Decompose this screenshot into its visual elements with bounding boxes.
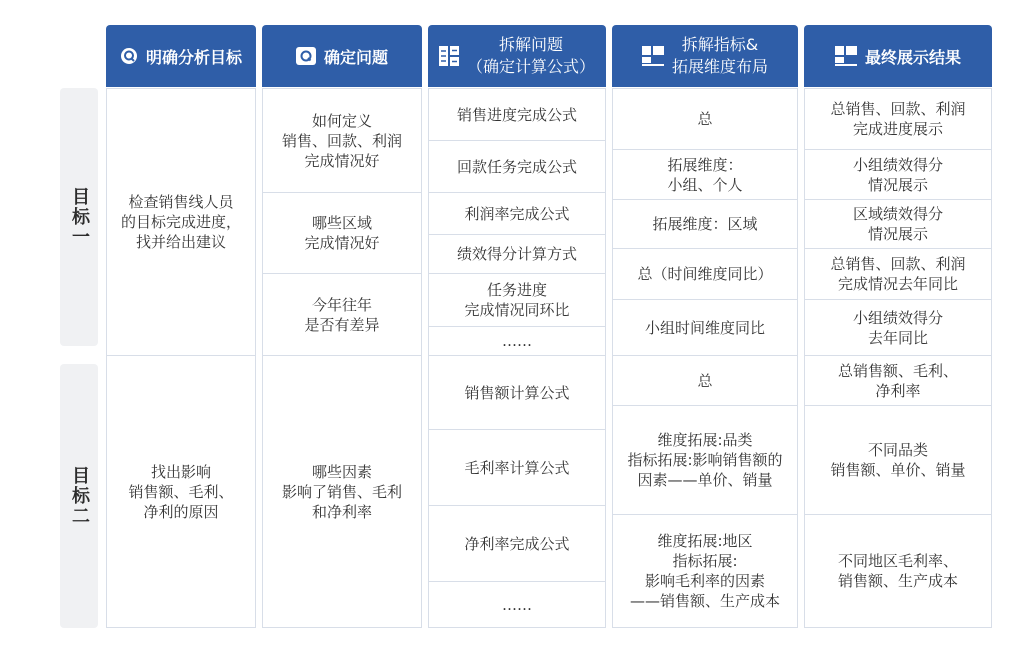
metric-total-yoy: 总（时间维度同比） bbox=[637, 265, 773, 283]
goal-1-question-1: 如何定义 销售、回款、利润 完成情况好 bbox=[281, 111, 402, 170]
formula-sales-progress: 销售进度完成公式 bbox=[456, 105, 577, 124]
metric-region: 拓展维度：区域 bbox=[652, 215, 758, 233]
formula-gross-margin: 毛利率计算公式 bbox=[464, 458, 570, 477]
target-search-icon bbox=[120, 47, 138, 65]
formula-sales-amount: 销售额计算公式 bbox=[464, 383, 570, 402]
formula-net-margin: 净利率完成公式 bbox=[464, 534, 570, 553]
metric-group-yoy: 小组时间维度同比 bbox=[644, 318, 765, 337]
column-metrics-dimensions bbox=[612, 88, 798, 628]
formula-icon bbox=[439, 46, 459, 66]
goal-1-target: 检查销售线人员 的目标完成进度， 找并给出建议 bbox=[120, 193, 241, 251]
metric-region-cost: 维度拓展:地区 指标拓展: 影响毛利率的因素 ——销售额、生产成本 bbox=[629, 532, 780, 610]
result-group-score: 小组绩效得分 情况展示 bbox=[852, 155, 943, 194]
goal-1-question-3: 今年往年 是否有差异 bbox=[304, 295, 380, 334]
column-final-results bbox=[804, 88, 992, 628]
formula-task-progress-yoy: 任务进度 完成情况同环比 bbox=[464, 281, 570, 319]
chart-layout-icon bbox=[835, 46, 857, 66]
result-region-score: 区域绩效得分 情况展示 bbox=[852, 205, 943, 243]
metric-goal2-total: 总 bbox=[697, 371, 713, 390]
metric-category: 维度拓展:品类 指标拓展:影响销售额的 因素——单价、销量 bbox=[627, 431, 783, 489]
header-define-question: 确定问题 bbox=[262, 25, 422, 87]
result-total-progress: 总销售、回款、利润 完成进度展示 bbox=[830, 100, 966, 138]
formula-profit-rate: 利润率完成公式 bbox=[464, 204, 570, 223]
formula-more-1: …… bbox=[502, 332, 532, 350]
formula-more-2: …… bbox=[502, 595, 532, 614]
result-by-category: 不同品类 销售额、单价、销量 bbox=[830, 441, 966, 479]
formula-collection-task: 回款任务完成公式 bbox=[456, 157, 577, 176]
result-total-yoy: 总销售、回款、利润 完成情况去年同比 bbox=[830, 255, 966, 293]
result-group-yoy: 小组绩效得分 去年同比 bbox=[852, 308, 943, 347]
goal-1-question-2: 哪些区域 完成情况好 bbox=[304, 214, 380, 252]
goal-2-question: 哪些因素 影响了销售、毛利 和净利率 bbox=[281, 462, 402, 521]
formula-performance-score: 绩效得分计算方式 bbox=[456, 245, 577, 263]
question-icon bbox=[296, 47, 316, 65]
header-metrics-dimensions: 拆解指标& 拓展维度布局 bbox=[612, 25, 798, 87]
goal-2-target: 找出影响 销售额、毛利、 净利的原因 bbox=[128, 462, 234, 521]
side-label-goal-1: 目标一 bbox=[60, 88, 98, 346]
layout-icon bbox=[642, 46, 664, 66]
metric-group-individual: 拓展维度： 小组、个人 bbox=[667, 155, 743, 194]
result-by-region: 不同地区毛利率、 销售额、生产成本 bbox=[837, 552, 958, 590]
header-analysis-goal: 明确分析目标 bbox=[106, 25, 256, 87]
result-total-sales-margin: 总销售额、毛利、 净利率 bbox=[837, 361, 958, 400]
header-final-results: 最终展示结果 bbox=[804, 25, 992, 87]
header-break-down-problem: 拆解问题 （确定计算公式） bbox=[428, 25, 606, 87]
side-label-goal-2: 目标二 bbox=[60, 364, 98, 628]
metric-total: 总 bbox=[697, 110, 713, 128]
column-formulas bbox=[428, 88, 606, 628]
column-define-question bbox=[262, 88, 422, 628]
column-analysis-goal bbox=[106, 88, 256, 628]
